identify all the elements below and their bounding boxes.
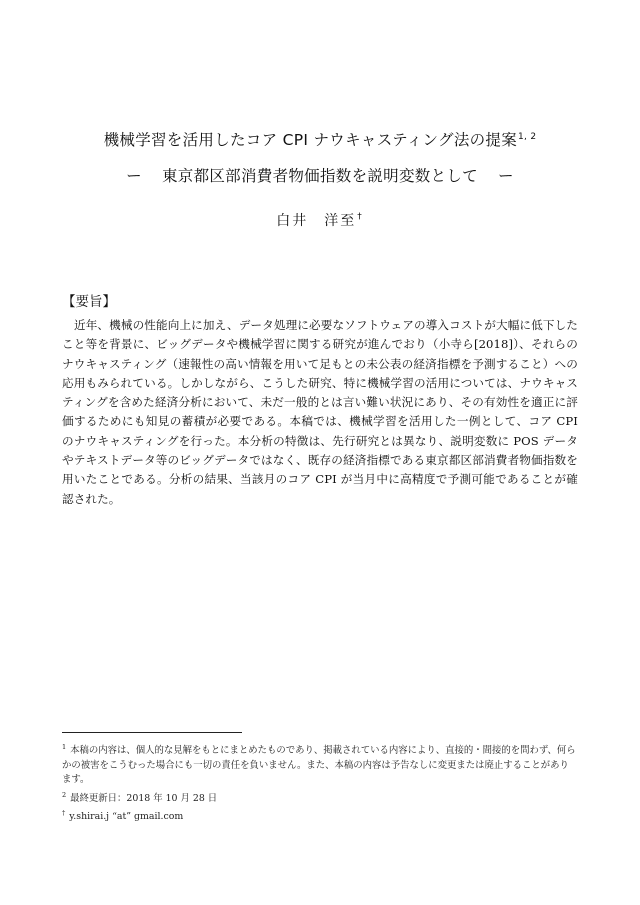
footnote-mark: † [62, 809, 66, 817]
paper-title-text: 機械学習を活用したコア CPI ナウキャスティング法の提案 [103, 131, 518, 149]
subtitle-dash-right: ー [498, 167, 514, 185]
footnote-email: y.shirai.j “at” gmail.com [69, 811, 184, 822]
footnote-dagger [62, 806, 578, 825]
paper-subtitle [0, 164, 640, 186]
paper-title [0, 128, 640, 150]
footnote-mark: 2 [62, 790, 67, 799]
abstract-body: 近年、機械の性能向上に加え、データ処理に必要なソフトウェアの導入コストが大幅に低下したこと等を背景に、ビッグデータや機械学習に関する研究が進んでおり（小寺ら[2018]）、それらのナウキャスティング（速報性の高い情報を用いて足もとの未公表の経済指標を予測すること）への応用もみられている。しかしながら、こうした研究、特に機械学習の活用については、ナウキャスティングを含めた経済分析において、未だ一般的とは言い難い状況にあり、その有効性を適正に評価するためにも知見の蓄積が必要である。本稿では、機械学習を活用した一例として、コア CPI のナウキャスティングを行った。本分析の特徴は、先行研究とは異なり、説明変数に POS データやテキストデータ等のビッグデータではなく、既存の経済指標である東京都区部消費者物価指数を用いたことである。分析の結果、当該月のコア CPI が当月中に高精度で予測可能であることが確認された。 [62, 318, 578, 506]
author-footnote-mark: † [357, 212, 364, 222]
footnote-divider [62, 732, 242, 733]
footnotes [62, 740, 578, 825]
footnote-text: 本稿の内容は、個人的な見解をもとにまとめたものであり、掲載されている内容により、直接的・間接的を問わず、何らかの被害をこうむった場合にも一切の責任を負いません。また、本稿の内容は予告なしに変更または廃止することがあります。 [62, 745, 576, 785]
footnote-text: 最終更新日：2018 年 10 月 28 日 [70, 792, 218, 804]
footnote-1 [62, 740, 578, 788]
subtitle-dash-left: ー [126, 167, 142, 185]
footnote-2 [62, 788, 578, 807]
paper-subtitle-text: 東京都区部消費者物価指数を説明変数として [161, 167, 478, 185]
author-line [0, 210, 640, 230]
title-footnote-marks: 1, 2 [518, 132, 537, 142]
footnote-mark: 1 [62, 743, 67, 751]
abstract-heading: 【要旨】 [62, 294, 116, 310]
author-name: 白井 洋至 [276, 213, 357, 229]
